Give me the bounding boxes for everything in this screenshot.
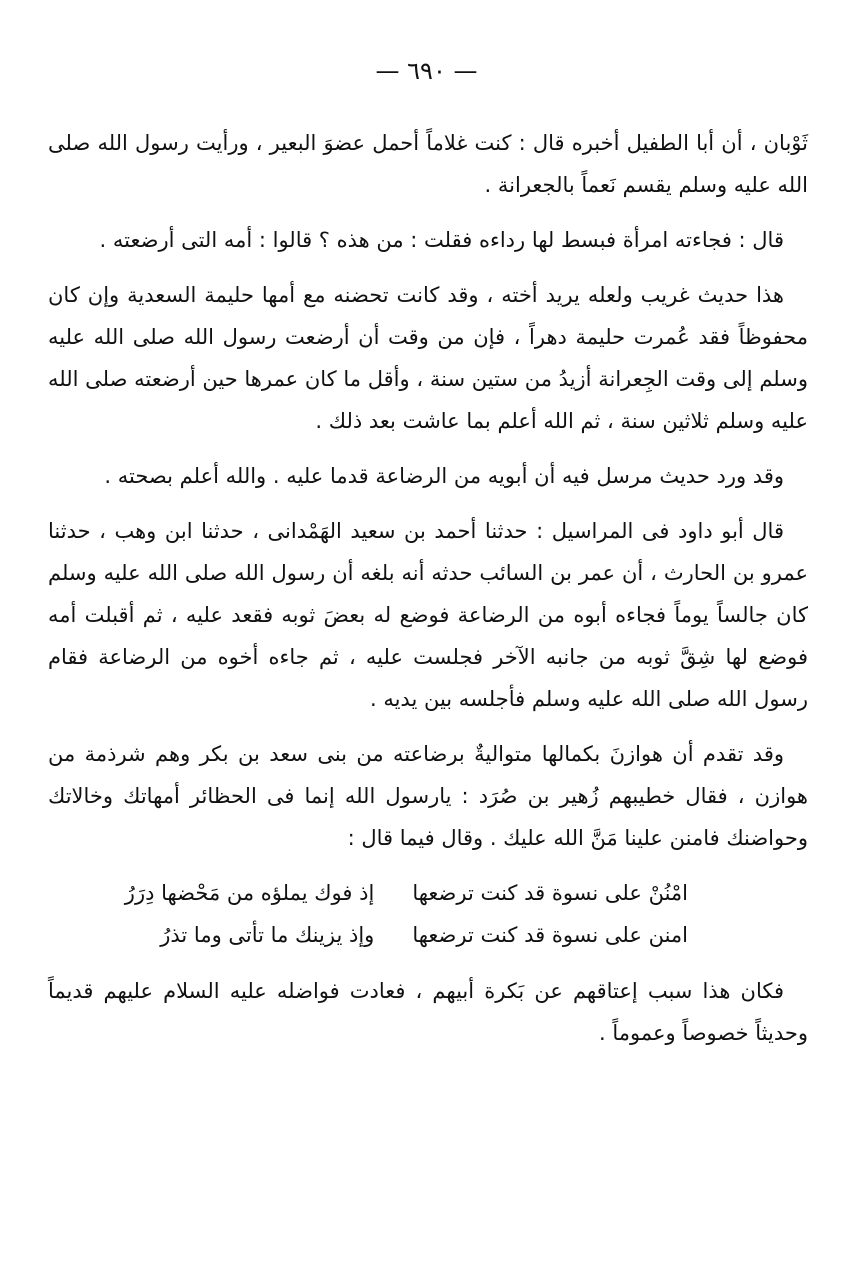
poem-hemistich-first: امنن على نسوة قد كنت ترضعها <box>412 923 688 947</box>
paragraph-hadith-intro: ثَوْبان ، أن أبا الطفيل أخبره قال : كنت غلاماً أحمل عضوَ البعير ، ورأيت رسول الله صلى الله عليه وسلم يقسم نَعماً بالجعرانة . <box>48 131 808 197</box>
poem-verse <box>48 872 688 914</box>
poem-hemistich-second: وإذ يزينك ما تأتى وما تذرُ <box>160 923 375 947</box>
poem-hemistich-first: امْنُنْ على نسوة قد كنت ترضعها <box>412 881 688 905</box>
paragraph-commentary: هذا حديث غريب ولعله يريد أخته ، وقد كانت تحضنه مع أمها حليمة السعدية وإن كان محفوظاً فقد عُمرت حليمة دهراً ، فإن من وقت أن أرضعت رسول الله صلى الله عليه وسلم إلى وقت الجِعرانة أزيدُ من ستين سنة ، وأقل ما كان عمرها حين أرضعته صلى الله عليه وسلم ثلاثين سنة ، ثم الله أعلم بما عاشت بعد ذلك . <box>48 283 808 433</box>
poem-hemistich-second: إذ فوك يملؤه من مَحْضها دِرَرُ <box>124 881 375 905</box>
page-number: — ٦٩٠ — <box>375 57 478 85</box>
paragraph-abu-dawud: قال أبو داود فى المراسيل : حدثنا أحمد بن سعيد الهَمْدانى ، حدثنا ابن وهب ، حدثنا عمرو بن الحارث ، أن عمر بن السائب حدثه أنه بلغه أن رسول الله صلى الله عليه وسلم كان جالساً يوماً فجاءه أبوه من الرضاعة فوضع له بعضَ ثوبه فقعد عليه ، ثم أقبلت أمه فوضع لها شِقَّ ثوبه من جانبه الآخر فجلست عليه ، ثم جاءه أخوه من الرضاعة فقام رسول الله صلى الله عليه وسلم فأجلسه بين يديه . <box>48 519 808 711</box>
paragraph-hawazin: وقد تقدم أن هوازنَ بكمالها متواليةٌ برضاعته من بنى سعد بن بكر وهم شرذمة من هوازن ، فقال خطيبهم زُهير بن صُرَد : يارسول الله إنما فى الحظائر أمهاتك وخالاتك وحواضنك فامنن علينا مَنَّ الله عليك . وقال فيما قال : <box>48 742 808 850</box>
paragraph-mursal-note: وقد ورد حديث مرسل فيه أن أبويه من الرضاعة قدما عليه . والله أعلم بصحته . <box>104 464 784 488</box>
poem-verse <box>48 914 688 956</box>
poem <box>48 872 808 956</box>
page-body <box>48 122 808 1067</box>
paragraph-mother-story: قال : فجاءته امرأة فبسط لها رداءه فقلت : من هذه ؟ قالوا : أمه التى أرضعته . <box>99 228 784 252</box>
paragraph-closing: فكان هذا سبب إعتاقهم عن بَكرة أبيهم ، فعادت فواضله عليه السلام عليهم قديماً وحديثاً خصوصاً وعموماً . <box>48 979 808 1045</box>
